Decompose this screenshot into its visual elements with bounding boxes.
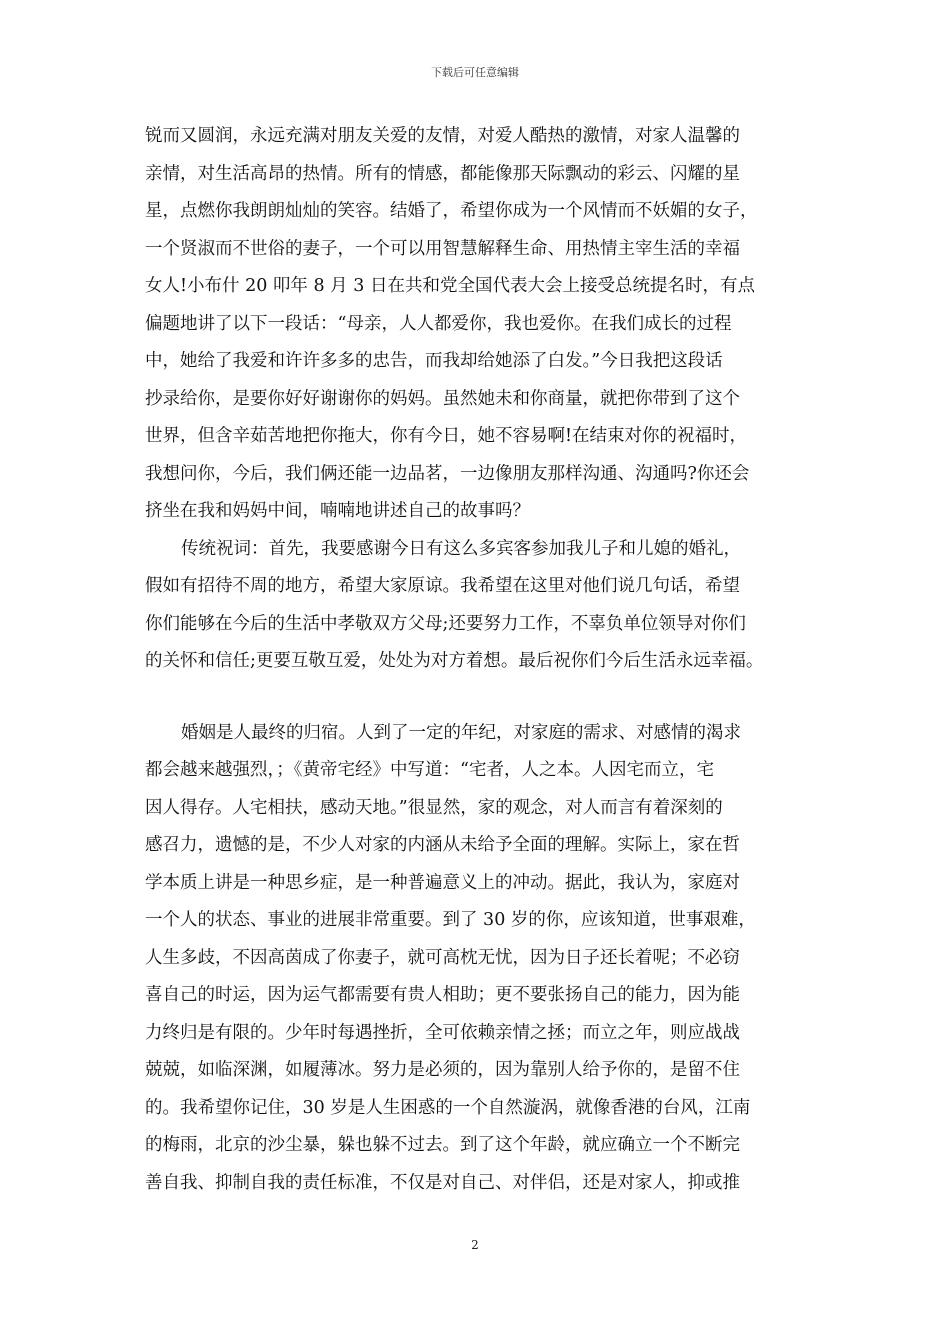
text-line: 兢兢，如临深渊，如履薄冰。努力是必须的，因为靠别人给予你的，是留不住: [145, 1060, 740, 1080]
text-line: 感召力，遗憾的是，不少人对家的内涵从未给予全面的理解。实际上，家在哲: [145, 835, 740, 855]
text-line: 世界，但含辛茹苦地把你拖大，你有今日，她不容易啊!在结束对你的祝福时，: [145, 426, 748, 446]
paragraph-letter-continuation: [145, 118, 815, 531]
text-line: 你们能够在今后的生活中孝敬双方父母;还要努力工作，不辜负单位领导对你们: [145, 613, 746, 634]
paragraph-traditional-blessing: [145, 531, 815, 681]
text-line: 的梅雨，北京的沙尘暴，躲也躲不过去。到了这个年龄，就应确立一个不断完: [145, 1135, 740, 1155]
page-header: 下载后可任意编辑: [431, 66, 519, 79]
text-line: 星，点燃你我朗朗灿灿的笑容。结婚了，希望你成为一个风情而不妖媚的女子，: [145, 201, 758, 221]
text-line: 的关怀和信任;更要互敬互爱，处处为对方着想。最后祝你们今后生活永远幸福。: [145, 651, 764, 671]
text-line: 一个贤淑而不世俗的妻子，一个可以用智慧解释生命、用热情主宰生活的幸福: [145, 238, 740, 259]
paragraph-marriage: [145, 715, 815, 1203]
text-line: 传统祝词：首先，我要感谢今日有这么多宾客参加我儿子和儿媳的婚礼，: [181, 538, 741, 559]
text-line: 我想问你，今后，我们俩还能一边品茗，一边像朋友那样沟通、沟通吗?你还会: [145, 463, 750, 484]
text-line: 因人得存。人宅相扶，感动天地。”很显然，家的观念，对人而言有着深刻的: [145, 797, 723, 818]
text-line: 女人!小布什 20 叩年 8 月 3 日在共和党全国代表大会上接受总统提名时，有点: [145, 276, 755, 296]
text-line: 偏题地讲了以下一段话：“母亲，人人都爱你，我也爱你。在我们成长的过程: [145, 313, 732, 334]
text-line: 学本质上讲是一种思乡症，是一种普遍意义上的冲动。据此，我认为，家庭对: [145, 872, 740, 893]
text-line: 的。我希望你记住，30 岁是人生困惑的一个自然漩涡，就像香港的台风，江南: [145, 1097, 751, 1118]
text-line: 喜自己的时运，因为运气都需要有贵人相助；更不要张扬自己的能力，因为能: [145, 985, 740, 1005]
text-line: 人生多歧，不因高茵成了你妻子，就可高枕无忧，因为日子还长着呢；不必窃: [145, 947, 740, 968]
text-line: 亲情，对生活高昂的热情。所有的情感，都能像那天际飘动的彩云、闪耀的星: [145, 163, 740, 184]
document-body: [145, 118, 815, 1202]
text-line: 力终归是有限的。少年时每遇挫折，全可依赖亲情之拯；而立之年，则应战战: [145, 1022, 740, 1043]
text-line: 都会越来越强烈，；《黄帝宅经》中写道：“宅者，人之本。人因宅而立，宅: [145, 760, 714, 780]
text-line: 抄录给你，是要你好好谢谢你的妈妈。虽然她未和你商量，就把你带到了这个: [145, 388, 740, 409]
paragraph-spacer: [145, 681, 815, 715]
text-line: 婚姻是人最终的归宿。人到了一定的年纪，对家庭的需求、对感情的渴求: [181, 722, 741, 743]
text-line: 假如有招待不周的地方，希望大家原谅。我希望在这里对他们说几句话，希望: [145, 576, 740, 596]
text-line: 一个人的状态、事业的进展非常重要。到了 30 岁的你，应该知道，世事艰难，: [145, 910, 756, 930]
text-line: 挤坐在我和妈妈中间，喃喃地讲述自己的故事吗？: [145, 501, 530, 521]
page-number: 2: [471, 1238, 479, 1252]
text-line: 锐而又圆润，永远充满对朋友关爱的友情，对爱人酷热的激情，对家人温馨的: [145, 126, 740, 146]
text-line: 中，她给了我爱和许许多多的忠告，而我却给她添了白发。”今日我把这段话: [145, 351, 723, 371]
text-line: 善自我、抑制自我的责任标准，不仅是对自己、对伴侣，还是对家人，抑或推: [145, 1172, 740, 1193]
